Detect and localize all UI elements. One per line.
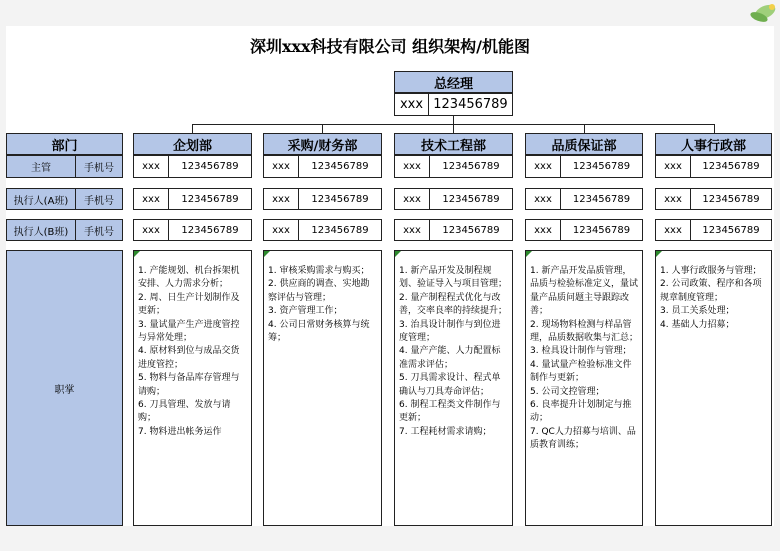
connector-drop [192,124,193,133]
exec-b-name: xxx [394,219,430,241]
dept-name-planning: 企划部 [133,133,252,155]
phone-label: 手机号 [75,188,123,210]
leaf-decoration-icon [741,0,780,26]
connector-drop [322,124,323,133]
exec-b-phone: 123456789 [690,219,772,241]
supervisor-name: xxx [655,155,691,178]
duties-hr-admin [655,250,772,526]
supervisor-phone: 123456789 [560,155,643,178]
exec-a-name: xxx [133,188,169,210]
duties-text: 1. 新产品开发及制程规划、验证导入与项目管理； 2. 量产制程程式优化与改善，交率良率的持续提升； 3. 治具设计制作与到位进度管理； 4. 量产产能、人力配置标准需求评估； 5. 刀具需求设计、程式单确认与刀具寿命评估； 6. 制程工程类文件制作与更新； 7. 工程耗材需求请购； [399,266,508,437]
supervisor-name: xxx [263,155,299,178]
gm-name: xxx [394,93,429,116]
supervisor-name: xxx [525,155,561,178]
duties-label: 职掌 [6,250,123,526]
duties-quality [525,250,643,526]
exec-b-phone: 123456789 [560,219,643,241]
exec-b-name: xxx [525,219,561,241]
gm-title: 总经理 [394,71,513,93]
connector-vertical [453,116,454,124]
exec-b-phone: 123456789 [298,219,382,241]
exec-a-name: xxx [263,188,299,210]
duties-engineering [394,250,513,526]
exec-a-label: 执行人(A班) [6,188,76,210]
exec-b-label: 执行人(B班) [6,219,76,241]
comment-marker-icon [264,251,270,257]
supervisor-name: xxx [394,155,430,178]
exec-a-phone: 123456789 [690,188,772,210]
phone-label: 手机号 [75,219,123,241]
supervisor-name: xxx [133,155,169,178]
exec-b-name: xxx [263,219,299,241]
dept-name-engineering: 技术工程部 [394,133,513,155]
phone-label: 手机号 [75,155,123,178]
duties-purchasing-finance [263,250,382,526]
dept-name-quality: 品质保证部 [525,133,643,155]
exec-b-name: xxx [655,219,691,241]
dept-name-purchasing-finance: 采购/财务部 [263,133,382,155]
supervisor-phone: 123456789 [690,155,772,178]
exec-a-phone: 123456789 [168,188,252,210]
connector-drop [584,124,585,133]
supervisor-phone: 123456789 [168,155,252,178]
supervisor-phone: 123456789 [429,155,513,178]
exec-a-name: xxx [525,188,561,210]
comment-marker-icon [656,251,662,257]
exec-a-phone: 123456789 [429,188,513,210]
connector-drop [714,124,715,133]
comment-marker-icon [395,251,401,257]
duties-planning [133,250,252,526]
supervisor-phone: 123456789 [298,155,382,178]
duties-text: 1. 人事行政服务与管理； 2. 公司政策、程序和各项规章制度管理； 3. 员工关系处理； 4. 基础人力招募； [660,266,762,330]
dept-header-label: 部门 [6,133,123,155]
duties-text: 1. 新产品开发品质管理，品质与检验标准定义，量试量产品质问题主导跟踪改善； 2. 现场物料检测与样品管理，品质数据收集与汇总； 3. 检具设计制作与管理； 4. 量试量产检验标准文件制作与更新； 5. 公司文控管理； 6. 良率提升计划制定与推动； 7. QC人力招募与培训、品质教育训练； [530,266,639,451]
comment-marker-icon [526,251,532,257]
comment-marker-icon [134,251,140,257]
exec-a-phone: 123456789 [298,188,382,210]
exec-a-name: xxx [655,188,691,210]
page-title: 深圳xxx科技有限公司 组织架构/机能图 [249,37,531,56]
exec-b-name: xxx [133,219,169,241]
connector-drop [453,124,454,133]
exec-b-phone: 123456789 [429,219,513,241]
exec-b-phone: 123456789 [168,219,252,241]
exec-a-phone: 123456789 [560,188,643,210]
duties-text: 1. 审核采购需求与购买； 2. 供应商的调查、实地勘察评估与管理； 3. 资产管理工作； 4. 公司日常财务核算与统筹； [268,266,370,344]
exec-a-name: xxx [394,188,430,210]
supervisor-label: 主管 [6,155,76,178]
gm-phone: 123456789 [428,93,513,116]
duties-text: 1. 产能规划、机台拆架机安排、人力需求分析； 2. 周、日生产计划制作及更新； 3. 量试量产生产进度管控与异常处理； 4. 原材料到位与成品交货进度管控； 5. 物料与备品库存管理与请购； 6. 刀具管理、发放与请购； 7. 物料进出帐务运作 [138,266,240,437]
dept-name-hr-admin: 人事行政部 [655,133,772,155]
